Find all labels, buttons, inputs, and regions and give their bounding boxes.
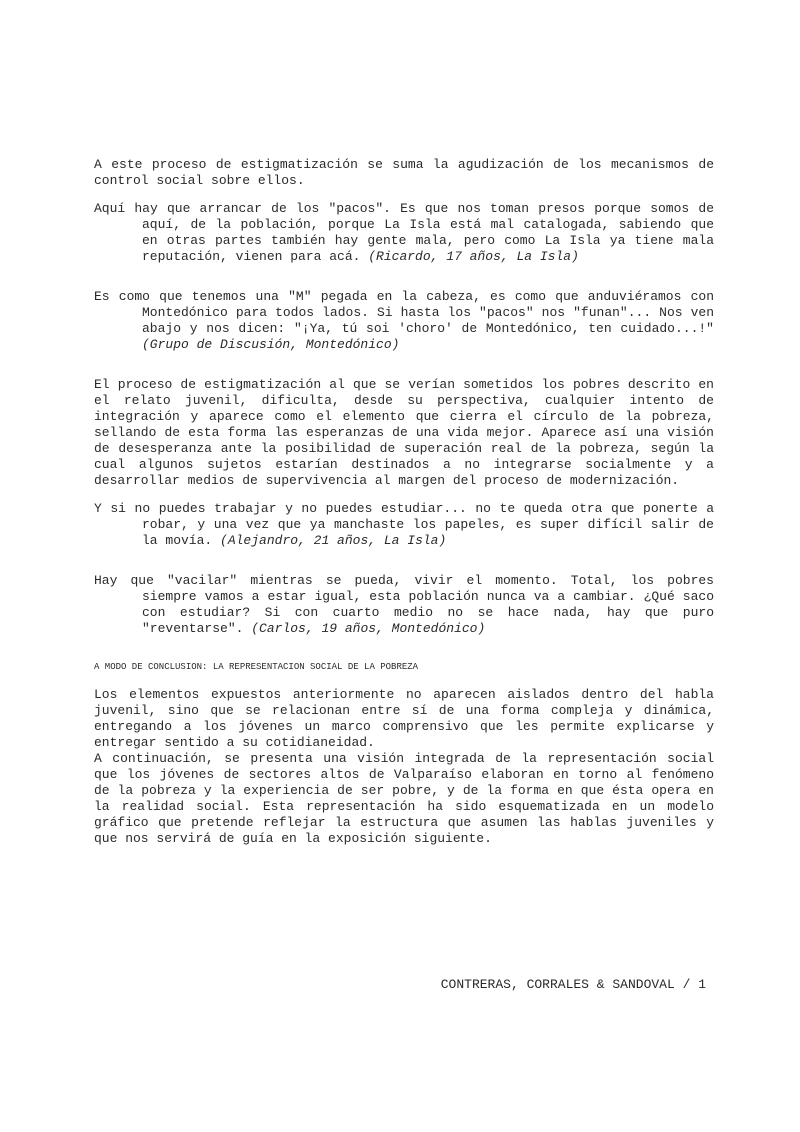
- testimony-quote-ricardo: [94, 201, 714, 265]
- testimony-quote-grupo: [94, 289, 714, 353]
- quote-text: Y si no puedes trabajar y no puedes estudiar... no te queda otra que ponerte a robar, y una vez que ya manchaste los papeles, es super difícil salir de la movía.: [94, 501, 714, 548]
- paragraph-intro: A este proceso de estigmatización se suma la agudización de los mecanismos de control social sobre ellos.: [94, 157, 714, 188]
- document-page: [94, 157, 714, 859]
- quote-source: (Alejandro, 21 años, La Isla): [220, 533, 447, 548]
- paragraph-conclusion-1: Los elementos expuestos anteriormente no aparecen aislados dentro del habla juvenil, sino que se relacionan entre sí de una forma compleja y dinámica, entregando a los jóvenes un marco comprensivo que les permite explicarse y entregar sentido a su cotidianeidad.: [94, 687, 714, 750]
- testimony-quote-carlos: [94, 573, 714, 637]
- paragraph-stigmatization: El proceso de estigmatización al que se verían sometidos los pobres descrito en el relato juvenil, dificulta, desde su perspectiva, cualquier intento de integración y aparece como el elemento que cierra el círculo de la pobreza, sellando de esta forma las esperanzas de una vida mejor. Aparece así una visión de desesperanza ante la posibilidad de superación real de la pobreza, según la cual algunos sujetos estarían destinados a no integrarse socialmente y a desarrollar medios de supervivencia al margen del proceso de modernización.: [94, 377, 714, 488]
- quote-text: Aquí hay que arrancar de los "pacos". Es que nos toman presos porque somos de aquí, de la población, porque La Isla está mal catalogada, sabiendo que en otras partes también hay gente mala, pero como La Isla ya tiene mala reputación, vienen para acá.: [94, 201, 714, 264]
- section-heading: A MODO DE CONCLUSION: LA REPRESENTACION SOCIAL DE LA POBREZA: [94, 662, 419, 672]
- page-footer: CONTRERAS, CORRALES & SANDOVAL / 1: [440, 977, 706, 992]
- paragraph-conclusion-2: A continuación, se presenta una visión integrada de la representación social que los jóvenes de sectores altos de Valparaíso elaboran en torno al fenómeno de la pobreza y la experiencia de ser pobre, y de la forma en que ésta opera en la realidad social. Esta representación ha sido esquematizada en un modelo gráfico que pretende reflejar la estructura que asumen las hablas juveniles y que nos servirá de guía en la exposición siguiente.: [94, 751, 714, 846]
- quote-source: (Ricardo, 17 años, La Isla): [368, 249, 579, 264]
- quote-text: Es como que tenemos una "M" pegada en la cabeza, es como que anduviéramos con Montedónico para todos lados. Si hasta los "pacos" nos "funan"... Nos ven abajo y nos dicen: "¡Ya, tú soi 'choro' de Montedónico, ten cuidado...!": [94, 289, 714, 336]
- quote-source: (Grupo de Discusión, Montedónico): [142, 337, 400, 352]
- quote-source: (Carlos, 19 años, Montedónico): [251, 621, 486, 636]
- testimony-quote-alejandro: [94, 501, 714, 549]
- quote-text: Hay que "vacilar" mientras se pueda, vivir el momento. Total, los pobres siempre vamos a estar igual, esta población nunca va a cambiar. ¿Qué saco con estudiar? Si con cuarto medio no se hace nada, hay que puro "reventarse".: [94, 573, 714, 636]
